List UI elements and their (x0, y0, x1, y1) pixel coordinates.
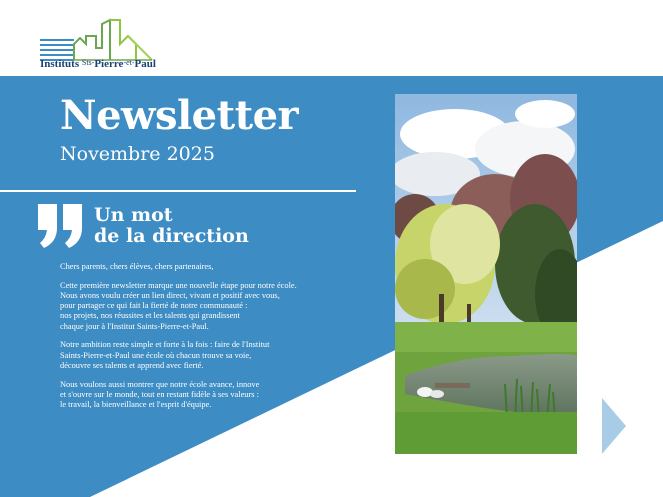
section-title-line1: Un mot (94, 204, 173, 226)
paragraph: Nous voulons aussi montrer que notre école avance, innove et s'ouvre sur le monde, tout en restant fidèle à ses valeurs : le travail, la bienveillance et l'esprit d'équipe. (60, 379, 260, 410)
page-title: Newsletter (60, 92, 299, 139)
header-band (0, 0, 663, 76)
section-title-line2: de la direction (94, 225, 249, 247)
editorial-text (60, 262, 360, 419)
page-subtitle: Novembre 2025 (60, 143, 215, 165)
paragraph: Cette première newsletter marque une nouvelle étape pour notre école. Nous avons voulu créer un lien direct, vivant et positif avec vous, pour partager ce qui fait la fierté de notre communauté : nos projets, nos réussites et les talents qui grandissent chaque jour à l'Institut Saints-Pierre-et-Paul. (60, 280, 297, 331)
title-divider (0, 190, 356, 192)
paragraph: Notre ambition reste simple et forte à la fois : faire de l'Institut Saints-Pierre-et-Paul une école où chacun trouve sa voie, découvre ses talents et apprend avec fierté. (60, 340, 270, 370)
section-title (94, 205, 249, 247)
quote-mark-icon (36, 202, 86, 250)
logo-wordmark: Instituts Sts-Pierre-et-Paul (40, 58, 156, 70)
park-photo (395, 94, 577, 454)
paragraph: Chers parents, chers élèves, chers partenaires, (60, 262, 214, 271)
next-arrow-icon[interactable] (602, 398, 626, 454)
